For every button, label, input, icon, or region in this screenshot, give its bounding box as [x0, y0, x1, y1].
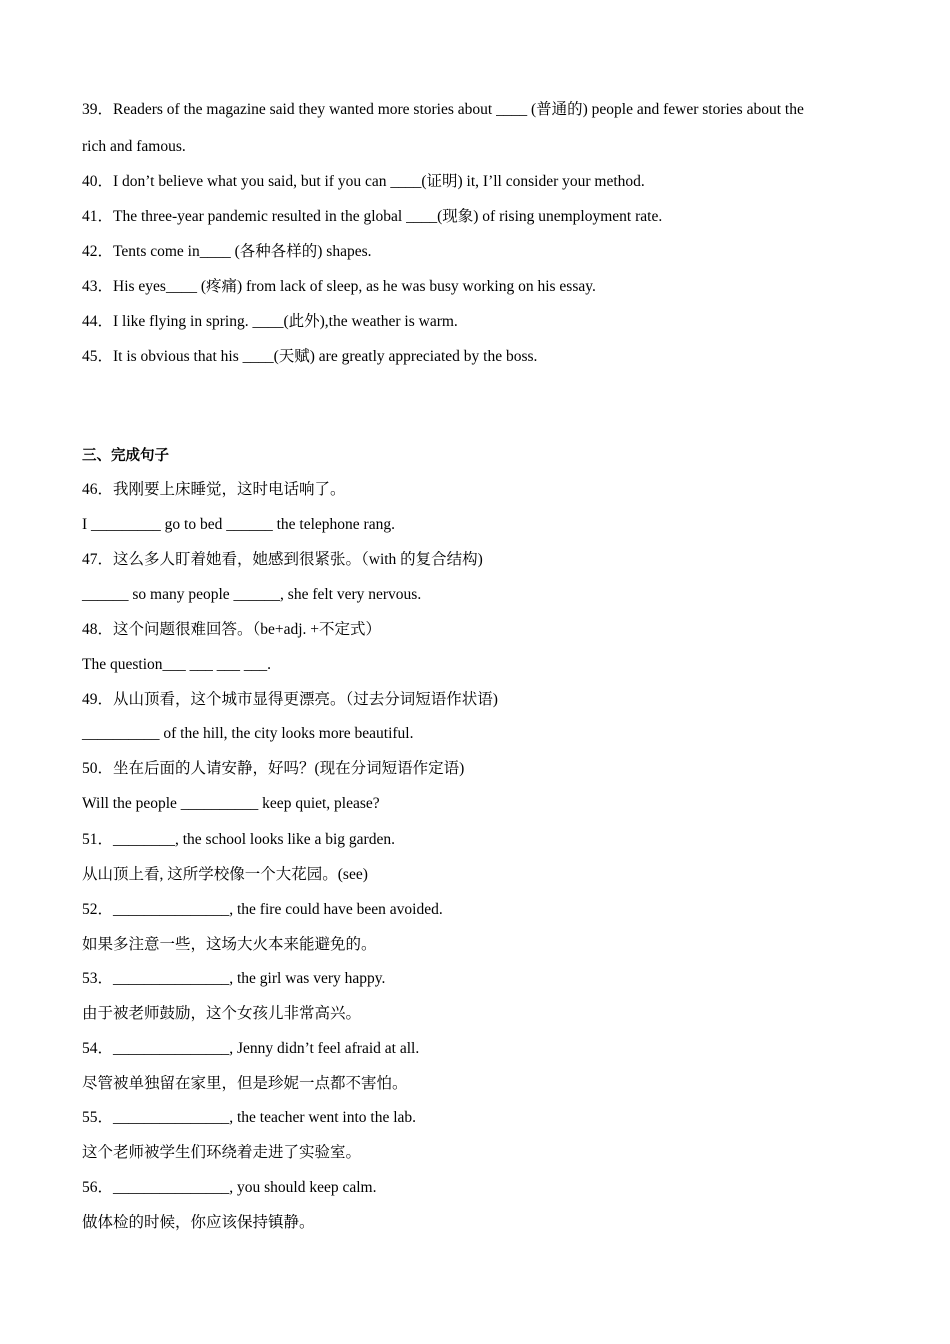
question-44: 44．I like flying in spring. ____(此外),the weather is warm.: [82, 313, 458, 330]
question-55-translation: 这个老师被学生们环绕着走进了实验室。: [82, 1144, 362, 1161]
question-54-sentence: 54．_______________, Jenny didn’t feel afraid at all.: [82, 1040, 420, 1057]
question-51-sentence: 51．________, the school looks like a big garden.: [82, 831, 395, 848]
question-48-prompt: 48．这个问题很难回答。（be+adj. +不定式）: [82, 621, 382, 638]
question-47-answer: ______ so many people ______, she felt very nervous.: [82, 586, 422, 603]
question-56-sentence: 56．_______________, you should keep calm.: [82, 1179, 377, 1196]
question-39-line2: rich and famous.: [82, 138, 186, 155]
section-title: 三、完成句子: [82, 448, 169, 464]
question-41: 41．The three-year pandemic resulted in the global ____(现象) of rising unemployment rate.: [82, 208, 663, 225]
question-43: 43．His eyes____ (疼痛) from lack of sleep, as he was busy working on his essay.: [82, 278, 596, 295]
question-56-translation: 做体检的时候，你应该保持镇静。: [82, 1214, 315, 1231]
question-54-translation: 尽管被单独留在家里，但是珍妮一点都不害怕。: [82, 1075, 408, 1092]
question-46-answer: I _________ go to bed ______ the telephone rang.: [82, 516, 395, 533]
question-52-translation: 如果多注意一些，这场大火本来能避免的。: [82, 936, 377, 953]
question-47-prompt: 47．这么多人盯着她看，她感到很紧张。（with 的复合结构): [82, 551, 483, 568]
question-45: 45．It is obvious that his ____(天赋) are greatly appreciated by the boss.: [82, 348, 538, 365]
question-48-answer: The question___ ___ ___ ___.: [82, 656, 271, 673]
question-42: 42．Tents come in____ (各种各样的) shapes.: [82, 243, 372, 260]
question-39-line1: 39．Readers of the magazine said they wanted more stories about ____ (普通的) people and fewer stories about the: [82, 101, 804, 118]
question-50-answer: Will the people __________ keep quiet, please?: [82, 795, 380, 812]
question-50-prompt: 50．坐在后面的人请安静，好吗？(现在分词短语作定语): [82, 760, 465, 777]
question-40: 40．I don’t believe what you said, but if you can ____(证明) it, I’ll consider your method.: [82, 173, 645, 190]
question-49-answer: __________ of the hill, the city looks more beautiful.: [82, 725, 414, 742]
question-53-translation: 由于被老师鼓励，这个女孩儿非常高兴。: [82, 1005, 362, 1022]
question-52-sentence: 52．_______________, the fire could have been avoided.: [82, 901, 443, 918]
question-55-sentence: 55．_______________, the teacher went into the lab.: [82, 1109, 417, 1126]
question-49-prompt: 49．从山顶看，这个城市显得更漂亮。（过去分词短语作状语): [82, 691, 498, 708]
question-51-translation: 从山顶上看, 这所学校像一个大花园。(see): [82, 866, 368, 883]
question-46-prompt: 46．我刚要上床睡觉，这时电话响了。: [82, 481, 346, 498]
question-53-sentence: 53．_______________, the girl was very happy.: [82, 970, 386, 987]
